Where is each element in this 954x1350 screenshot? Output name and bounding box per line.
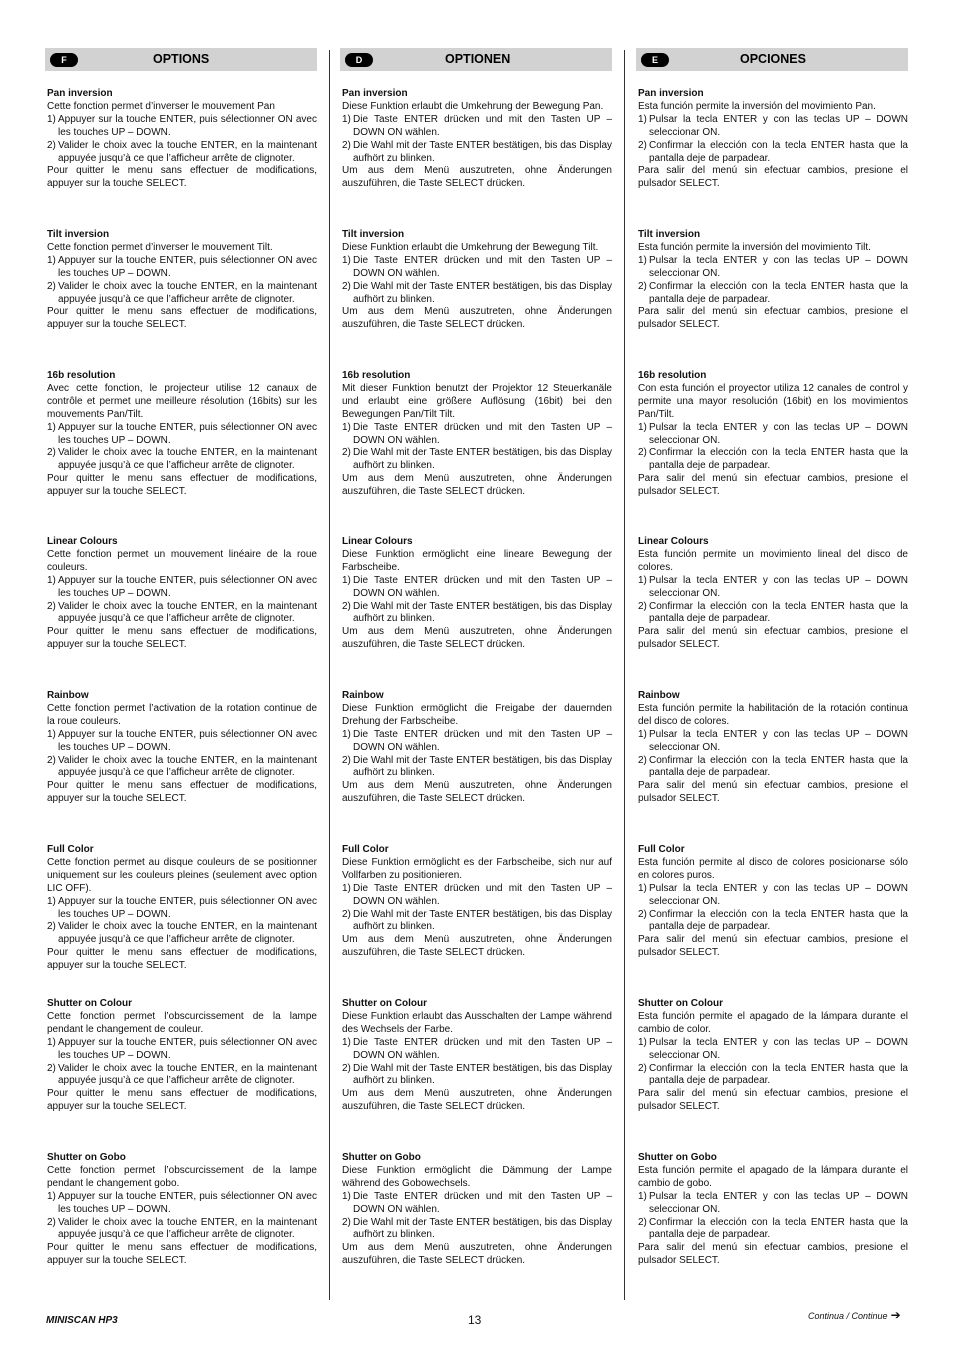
step-text: Die Wahl mit der Taste ENTER bestätigen, bis das Display aufhört zu blinken. bbox=[353, 1216, 612, 1241]
step-number: 2) bbox=[47, 1216, 56, 1228]
column-divider bbox=[624, 50, 625, 1300]
step-list bbox=[47, 422, 317, 474]
step-number: 2) bbox=[342, 600, 351, 612]
step-number: 2) bbox=[47, 139, 56, 151]
option-section bbox=[342, 1152, 612, 1268]
step-item bbox=[342, 255, 612, 281]
step-text: Pulsar la tecla ENTER y con las teclas UP – DOWN seleccionar ON. bbox=[649, 882, 908, 907]
step-number: 1) bbox=[47, 1190, 56, 1202]
step-list bbox=[638, 422, 908, 474]
step-number: 2) bbox=[342, 1062, 351, 1074]
option-description: Con esta función el proyector utiliza 12 canales de control y permite una mayor resolución (16bit) en los movimientos Pan/Tilt. bbox=[638, 382, 908, 420]
option-description: Esta función permite la inversión del movimiento Pan. bbox=[638, 100, 876, 112]
continue-note bbox=[808, 1308, 901, 1322]
option-title: Pan inversion bbox=[342, 88, 408, 99]
option-title: Shutter on Colour bbox=[638, 998, 723, 1009]
header-title: OPCIONES bbox=[740, 52, 806, 66]
step-text: Die Taste ENTER drücken und mit den Tasten UP – DOWN ON wählen. bbox=[353, 254, 612, 279]
option-description: Diese Funktion ermöglicht die Dämmung der Lampe während des Gobowechsels. bbox=[342, 1164, 612, 1189]
exit-instruction: Um aus dem Menü auszutreten, ohne Änderungen auszuführen, die Taste SELECT drücken. bbox=[342, 1242, 612, 1267]
option-description: Cette fonction permet d’inverser le mouvement Pan bbox=[47, 100, 275, 112]
step-item bbox=[638, 255, 908, 281]
step-number: 2) bbox=[638, 1062, 647, 1074]
step-item bbox=[638, 281, 908, 307]
step-number: 2) bbox=[638, 600, 647, 612]
step-list bbox=[638, 1191, 908, 1243]
step-list bbox=[638, 729, 908, 781]
step-list bbox=[47, 896, 317, 948]
step-text: Appuyer sur la touche ENTER, puis sélectionner ON avec les touches UP – DOWN. bbox=[58, 728, 317, 753]
step-number: 2) bbox=[342, 754, 351, 766]
header-title: OPTIONEN bbox=[445, 52, 511, 66]
step-item bbox=[47, 601, 317, 627]
option-description: Diese Funktion erlaubt die Umkehrung der Bewegung Tilt. bbox=[342, 241, 599, 253]
section-header bbox=[636, 48, 908, 71]
step-number: 1) bbox=[638, 1036, 647, 1048]
step-item bbox=[342, 601, 612, 627]
step-number: 2) bbox=[342, 139, 351, 151]
step-text: Die Taste ENTER drücken und mit den Tasten UP – DOWN ON wählen. bbox=[353, 1036, 612, 1061]
option-description: Cette fonction permet d’inverser le mouvement Tilt. bbox=[47, 241, 273, 253]
step-item bbox=[47, 896, 317, 922]
step-number: 2) bbox=[47, 600, 56, 612]
step-text: Die Wahl mit der Taste ENTER bestätigen, bis das Display aufhört zu blinken. bbox=[353, 280, 612, 305]
option-description: Cette fonction permet l’activation de la rotation continue de la roue couleurs. bbox=[47, 702, 317, 727]
option-title: Tilt inversion bbox=[47, 229, 110, 240]
option-section bbox=[47, 229, 317, 332]
step-text: Confirmar la elección con la tecla ENTER hasta que la pantalla deje de parpadear. bbox=[649, 1062, 908, 1087]
option-section bbox=[342, 370, 612, 499]
step-text: Appuyer sur la touche ENTER, puis sélectionner ON avec les touches UP – DOWN. bbox=[58, 1190, 317, 1215]
option-section bbox=[638, 1152, 908, 1268]
step-number: 1) bbox=[342, 574, 351, 586]
step-item bbox=[47, 755, 317, 781]
option-section bbox=[342, 536, 612, 652]
step-number: 2) bbox=[47, 1062, 56, 1074]
step-text: Appuyer sur la touche ENTER, puis sélectionner ON avec les touches UP – DOWN. bbox=[58, 421, 317, 446]
exit-instruction: Um aus dem Menü auszutreten, ohne Änderungen auszuführen, die Taste SELECT drücken. bbox=[342, 1088, 612, 1113]
step-text: Appuyer sur la touche ENTER, puis sélectionner ON avec les touches UP – DOWN. bbox=[58, 574, 317, 599]
step-list bbox=[638, 255, 908, 307]
option-section bbox=[638, 229, 908, 332]
option-section bbox=[638, 370, 908, 499]
step-number: 1) bbox=[47, 1036, 56, 1048]
step-item bbox=[638, 755, 908, 781]
step-text: Pulsar la tecla ENTER y con las teclas UP – DOWN seleccionar ON. bbox=[649, 574, 908, 599]
step-text: Pulsar la tecla ENTER y con las teclas UP – DOWN seleccionar ON. bbox=[649, 1190, 908, 1215]
step-number: 2) bbox=[47, 280, 56, 292]
exit-instruction: Pour quitter le menu sans effectuer de modifications, appuyer sur la touche SELECT. bbox=[47, 626, 317, 651]
option-section bbox=[47, 690, 317, 806]
step-list bbox=[342, 255, 612, 307]
step-item bbox=[47, 1063, 317, 1089]
step-item bbox=[638, 447, 908, 473]
option-section bbox=[342, 229, 612, 332]
option-description: Esta función permite el apagado de la lámpara durante el cambio de gobo. bbox=[638, 1164, 908, 1189]
step-number: 1) bbox=[638, 728, 647, 740]
step-number: 1) bbox=[47, 421, 56, 433]
step-list bbox=[342, 729, 612, 781]
step-list bbox=[47, 255, 317, 307]
step-text: Die Taste ENTER drücken und mit den Tasten UP – DOWN ON wählen. bbox=[353, 421, 612, 446]
option-description: Esta función permite la inversión del movimiento Tilt. bbox=[638, 241, 871, 253]
option-title: Pan inversion bbox=[638, 88, 704, 99]
step-text: Die Wahl mit der Taste ENTER bestätigen, bis das Display aufhört zu blinken. bbox=[353, 600, 612, 625]
step-item bbox=[47, 114, 317, 140]
option-description: Cette fonction permet l’obscurcissement de la lampe pendant le changement de couleur. bbox=[47, 1010, 317, 1035]
step-item bbox=[342, 140, 612, 166]
exit-instruction: Pour quitter le menu sans effectuer de modifications, appuyer sur la touche SELECT. bbox=[47, 1242, 317, 1267]
option-section bbox=[342, 88, 612, 191]
step-text: Pulsar la tecla ENTER y con las teclas UP – DOWN seleccionar ON. bbox=[649, 728, 908, 753]
option-section bbox=[47, 88, 317, 191]
option-description: Diese Funktion erlaubt das Ausschalten der Lampe während des Wechsels der Farbe. bbox=[342, 1010, 612, 1035]
step-list bbox=[342, 575, 612, 627]
option-title: Rainbow bbox=[342, 690, 384, 701]
step-text: Die Wahl mit der Taste ENTER bestätigen, bis das Display aufhört zu blinken. bbox=[353, 139, 612, 164]
step-text: Appuyer sur la touche ENTER, puis sélectionner ON avec les touches UP – DOWN. bbox=[58, 113, 317, 138]
step-list bbox=[47, 1037, 317, 1089]
step-item bbox=[342, 281, 612, 307]
step-text: Die Taste ENTER drücken und mit den Tasten UP – DOWN ON wählen. bbox=[353, 882, 612, 907]
option-title: Shutter on Gobo bbox=[47, 1152, 126, 1163]
step-number: 1) bbox=[47, 895, 56, 907]
option-description: Cette fonction permet l’obscurcissement de la lampe pendant le changement gobo. bbox=[47, 1164, 317, 1189]
step-text: Confirmar la elección con la tecla ENTER hasta que la pantalla deje de parpadear. bbox=[649, 447, 908, 472]
option-title: Rainbow bbox=[638, 690, 680, 701]
step-item bbox=[638, 422, 908, 448]
step-number: 1) bbox=[638, 1190, 647, 1202]
option-description: Cette fonction permet au disque couleurs de se positionner uniquement sur les couleurs pleines (seulement avec option LIC OFF). bbox=[47, 856, 317, 894]
step-item bbox=[638, 1191, 908, 1217]
option-title: Tilt inversion bbox=[342, 229, 405, 240]
step-number: 2) bbox=[342, 280, 351, 292]
step-item bbox=[342, 114, 612, 140]
step-item bbox=[638, 114, 908, 140]
step-text: Die Taste ENTER drücken und mit den Tasten UP – DOWN ON wählen. bbox=[353, 113, 612, 138]
step-list bbox=[342, 422, 612, 474]
step-item bbox=[342, 755, 612, 781]
exit-instruction: Um aus dem Menü auszutreten, ohne Änderungen auszuführen, die Taste SELECT drücken. bbox=[342, 780, 612, 805]
step-item bbox=[47, 921, 317, 947]
option-description: Cette fonction permet un mouvement linéaire de la roue couleurs. bbox=[47, 548, 317, 573]
step-text: Die Taste ENTER drücken und mit den Tasten UP – DOWN ON wählen. bbox=[353, 574, 612, 599]
step-item bbox=[638, 909, 908, 935]
option-section bbox=[47, 370, 317, 499]
step-list bbox=[47, 1191, 317, 1243]
step-list bbox=[342, 1037, 612, 1089]
step-number: 1) bbox=[342, 421, 351, 433]
step-text: Die Wahl mit der Taste ENTER bestätigen, bis das Display aufhört zu blinken. bbox=[353, 1062, 612, 1087]
step-item bbox=[342, 575, 612, 601]
step-item bbox=[342, 883, 612, 909]
step-number: 2) bbox=[342, 447, 351, 459]
exit-instruction: Pour quitter le menu sans effectuer de modifications, appuyer sur la touche SELECT. bbox=[47, 306, 317, 331]
option-title: Rainbow bbox=[47, 690, 89, 701]
option-title: 16b resolution bbox=[638, 370, 707, 381]
step-number: 1) bbox=[342, 728, 351, 740]
option-title: Shutter on Colour bbox=[342, 998, 427, 1009]
language-badge: E bbox=[641, 53, 669, 67]
step-item bbox=[47, 422, 317, 448]
option-description: Avec cette fonction, le projecteur utilise 12 canaux de contrôle et permet une meilleure résolution (16bits) sur les mouvements Pan/Tilt. bbox=[47, 382, 317, 420]
exit-instruction: Para salir del menú sin efectuar cambios, presione el pulsador SELECT. bbox=[638, 626, 908, 651]
step-item bbox=[638, 883, 908, 909]
option-title: Full Color bbox=[47, 844, 94, 855]
option-description: Esta función permite el apagado de la lámpara durante el cambio de color. bbox=[638, 1010, 908, 1035]
step-text: Appuyer sur la touche ENTER, puis sélectionner ON avec les touches UP – DOWN. bbox=[58, 895, 317, 920]
column-spanish bbox=[636, 48, 908, 1267]
step-number: 2) bbox=[342, 1216, 351, 1228]
option-title: 16b resolution bbox=[47, 370, 116, 381]
step-list bbox=[638, 575, 908, 627]
option-description: Diese Funktion ermöglicht es der Farbscheibe, sich nur auf Vollfarben zu positionieren. bbox=[342, 856, 612, 881]
step-item bbox=[47, 1191, 317, 1217]
step-number: 1) bbox=[638, 421, 647, 433]
step-number: 2) bbox=[638, 908, 647, 920]
step-number: 2) bbox=[638, 754, 647, 766]
option-description: Diese Funktion erlaubt die Umkehrung der Bewegung Pan. bbox=[342, 100, 604, 112]
step-number: 2) bbox=[638, 280, 647, 292]
step-text: Pulsar la tecla ENTER y con las teclas UP – DOWN seleccionar ON. bbox=[649, 1036, 908, 1061]
option-section bbox=[638, 88, 908, 191]
option-section bbox=[47, 844, 317, 973]
column-french bbox=[45, 48, 317, 1267]
option-title: Linear Colours bbox=[47, 536, 118, 547]
step-text: Die Wahl mit der Taste ENTER bestätigen, bis das Display aufhört zu blinken. bbox=[353, 908, 612, 933]
option-title: Full Color bbox=[638, 844, 685, 855]
step-text: Appuyer sur la touche ENTER, puis sélectionner ON avec les touches UP – DOWN. bbox=[58, 254, 317, 279]
option-section bbox=[47, 998, 317, 1114]
step-list bbox=[342, 1191, 612, 1243]
step-item bbox=[47, 281, 317, 307]
option-title: Shutter on Gobo bbox=[342, 1152, 421, 1163]
exit-instruction: Pour quitter le menu sans effectuer de modifications, appuyer sur la touche SELECT. bbox=[47, 473, 317, 498]
option-section bbox=[638, 998, 908, 1114]
option-title: Shutter on Gobo bbox=[638, 1152, 717, 1163]
step-item bbox=[47, 255, 317, 281]
step-text: Pulsar la tecla ENTER y con las teclas UP – DOWN seleccionar ON. bbox=[649, 254, 908, 279]
option-description: Esta función permite la habilitación de la rotación continua del disco de colores. bbox=[638, 702, 908, 727]
step-item bbox=[638, 1063, 908, 1089]
exit-instruction: Pour quitter le menu sans effectuer de modifications, appuyer sur la touche SELECT. bbox=[47, 947, 317, 972]
step-number: 2) bbox=[638, 139, 647, 151]
step-number: 1) bbox=[638, 113, 647, 125]
step-item bbox=[342, 447, 612, 473]
step-text: Valider le choix avec la touche ENTER, en la maintenant appuyée jusqu’à ce que l’afficheur arrête de clignoter. bbox=[58, 921, 317, 946]
step-list bbox=[47, 114, 317, 166]
step-text: Valider le choix avec la touche ENTER, en la maintenant appuyée jusqu’à ce que l’afficheur arrête de clignoter. bbox=[58, 1216, 317, 1241]
step-list bbox=[342, 883, 612, 935]
exit-instruction: Um aus dem Menü auszutreten, ohne Änderungen auszuführen, die Taste SELECT drücken. bbox=[342, 934, 612, 959]
step-text: Confirmar la elección con la tecla ENTER hasta que la pantalla deje de parpadear. bbox=[649, 754, 908, 779]
exit-instruction: Pour quitter le menu sans effectuer de modifications, appuyer sur la touche SELECT. bbox=[47, 1088, 317, 1113]
step-item bbox=[638, 1217, 908, 1243]
step-list bbox=[342, 114, 612, 166]
step-text: Die Taste ENTER drücken und mit den Tasten UP – DOWN ON wählen. bbox=[353, 728, 612, 753]
step-item bbox=[342, 422, 612, 448]
column-german bbox=[340, 48, 612, 1267]
step-text: Valider le choix avec la touche ENTER, en la maintenant appuyée jusqu’à ce que l’afficheur arrête de clignoter. bbox=[58, 1062, 317, 1087]
step-item bbox=[47, 1217, 317, 1243]
step-text: Valider le choix avec la touche ENTER, en la maintenant appuyée jusqu’à ce que l’afficheur arrête de clignoter. bbox=[58, 754, 317, 779]
step-text: Die Wahl mit der Taste ENTER bestätigen, bis das Display aufhört zu blinken. bbox=[353, 447, 612, 472]
step-number: 1) bbox=[47, 113, 56, 125]
option-title: Linear Colours bbox=[638, 536, 709, 547]
step-text: Appuyer sur la touche ENTER, puis sélectionner ON avec les touches UP – DOWN. bbox=[58, 1036, 317, 1061]
option-section bbox=[638, 844, 908, 960]
option-description: Esta función permite un movimiento lineal del disco de colores. bbox=[638, 548, 908, 573]
step-item bbox=[47, 575, 317, 601]
step-text: Die Taste ENTER drücken und mit den Tasten UP – DOWN ON wählen. bbox=[353, 1190, 612, 1215]
option-title: Pan inversion bbox=[47, 88, 113, 99]
step-text: Valider le choix avec la touche ENTER, en la maintenant appuyée jusqu’à ce que l’afficheur arrête de clignoter. bbox=[58, 139, 317, 164]
step-text: Pulsar la tecla ENTER y con las teclas UP – DOWN seleccionar ON. bbox=[649, 113, 908, 138]
step-number: 1) bbox=[342, 1190, 351, 1202]
exit-instruction: Para salir del menú sin efectuar cambios, presione el pulsador SELECT. bbox=[638, 306, 908, 331]
option-title: Full Color bbox=[342, 844, 389, 855]
exit-instruction: Um aus dem Menü auszutreten, ohne Änderungen auszuführen, die Taste SELECT drücken. bbox=[342, 626, 612, 651]
step-text: Valider le choix avec la touche ENTER, en la maintenant appuyée jusqu’à ce que l’afficheur arrête de clignoter. bbox=[58, 280, 317, 305]
step-list bbox=[638, 114, 908, 166]
exit-instruction: Para salir del menú sin efectuar cambios, presione el pulsador SELECT. bbox=[638, 934, 908, 959]
step-item bbox=[47, 729, 317, 755]
exit-instruction: Um aus dem Menü auszutreten, ohne Änderungen auszuführen, die Taste SELECT drücken. bbox=[342, 165, 612, 190]
option-description: Diese Funktion ermöglicht eine lineare Bewegung der Farbscheibe. bbox=[342, 548, 612, 573]
exit-instruction: Para salir del menú sin efectuar cambios, presione el pulsador SELECT. bbox=[638, 1088, 908, 1113]
step-number: 1) bbox=[342, 1036, 351, 1048]
option-section bbox=[638, 690, 908, 806]
exit-instruction: Um aus dem Menü auszutreten, ohne Änderungen auszuführen, die Taste SELECT drücken. bbox=[342, 306, 612, 331]
exit-instruction: Para salir del menú sin efectuar cambios, presione el pulsador SELECT. bbox=[638, 1242, 908, 1267]
option-section bbox=[47, 536, 317, 652]
step-list bbox=[47, 575, 317, 627]
step-item bbox=[47, 140, 317, 166]
option-title: Linear Colours bbox=[342, 536, 413, 547]
step-item bbox=[638, 729, 908, 755]
option-description: Diese Funktion ermöglicht die Freigabe der dauernden Drehung der Farbscheibe. bbox=[342, 702, 612, 727]
option-section bbox=[47, 1152, 317, 1268]
exit-instruction: Para salir del menú sin efectuar cambios, presione el pulsador SELECT. bbox=[638, 165, 908, 190]
step-number: 2) bbox=[47, 921, 56, 933]
option-description: Mit dieser Funktion benutzt der Projektor 12 Steuerkanäle und erlaubt eine größere Auflösung (16bit) bei den Bewegungen Pan/Tilt Tilt. bbox=[342, 382, 612, 420]
step-number: 1) bbox=[47, 254, 56, 266]
step-item bbox=[638, 140, 908, 166]
step-text: Valider le choix avec la touche ENTER, en la maintenant appuyée jusqu’à ce que l’afficheur arrête de clignoter. bbox=[58, 447, 317, 472]
step-number: 1) bbox=[47, 574, 56, 586]
step-text: Confirmar la elección con la tecla ENTER hasta que la pantalla deje de parpadear. bbox=[649, 139, 908, 164]
step-item bbox=[342, 909, 612, 935]
step-list bbox=[47, 729, 317, 781]
step-number: 2) bbox=[638, 1216, 647, 1228]
option-section bbox=[342, 690, 612, 806]
step-text: Confirmar la elección con la tecla ENTER hasta que la pantalla deje de parpadear. bbox=[649, 280, 908, 305]
footer-model: MINISCAN HP3 bbox=[46, 1315, 118, 1326]
step-number: 2) bbox=[47, 754, 56, 766]
option-section bbox=[342, 998, 612, 1114]
option-title: Shutter on Colour bbox=[47, 998, 132, 1009]
option-section bbox=[638, 536, 908, 652]
step-number: 2) bbox=[638, 447, 647, 459]
step-list bbox=[638, 1037, 908, 1089]
step-number: 2) bbox=[47, 447, 56, 459]
step-number: 1) bbox=[638, 574, 647, 586]
continue-text: Continua / Continue bbox=[808, 1311, 888, 1321]
language-badge: D bbox=[345, 53, 373, 67]
step-item bbox=[342, 1217, 612, 1243]
option-title: Tilt inversion bbox=[638, 229, 701, 240]
step-item bbox=[47, 1037, 317, 1063]
step-text: Confirmar la elección con la tecla ENTER hasta que la pantalla deje de parpadear. bbox=[649, 908, 908, 933]
step-number: 1) bbox=[638, 254, 647, 266]
step-item bbox=[342, 1063, 612, 1089]
exit-instruction: Para salir del menú sin efectuar cambios, presione el pulsador SELECT. bbox=[638, 780, 908, 805]
step-number: 1) bbox=[342, 254, 351, 266]
column-divider bbox=[329, 50, 330, 1300]
step-item bbox=[47, 447, 317, 473]
step-item bbox=[638, 1037, 908, 1063]
exit-instruction: Pour quitter le menu sans effectuer de modifications, appuyer sur la touche SELECT. bbox=[47, 165, 317, 190]
step-item bbox=[638, 575, 908, 601]
step-number: 2) bbox=[342, 908, 351, 920]
option-section bbox=[342, 844, 612, 960]
step-item bbox=[342, 1037, 612, 1063]
step-number: 1) bbox=[47, 728, 56, 740]
exit-instruction: Pour quitter le menu sans effectuer de modifications, appuyer sur la touche SELECT. bbox=[47, 780, 317, 805]
step-text: Confirmar la elección con la tecla ENTER hasta que la pantalla deje de parpadear. bbox=[649, 1216, 908, 1241]
step-item bbox=[638, 601, 908, 627]
step-number: 1) bbox=[342, 882, 351, 894]
step-text: Die Wahl mit der Taste ENTER bestätigen, bis das Display aufhört zu blinken. bbox=[353, 754, 612, 779]
option-title: 16b resolution bbox=[342, 370, 411, 381]
step-item bbox=[342, 729, 612, 755]
step-text: Valider le choix avec la touche ENTER, en la maintenant appuyée jusqu’à ce que l’afficheur arrête de clignoter. bbox=[58, 600, 317, 625]
step-list bbox=[638, 883, 908, 935]
header-title: OPTIONS bbox=[153, 52, 210, 66]
page-number: 13 bbox=[468, 1313, 482, 1327]
section-header bbox=[340, 48, 612, 71]
section-header bbox=[45, 48, 317, 71]
step-text: Pulsar la tecla ENTER y con las teclas UP – DOWN seleccionar ON. bbox=[649, 421, 908, 446]
option-description: Esta función permite al disco de colores posicionarse sólo en colores puros. bbox=[638, 856, 908, 881]
step-number: 1) bbox=[342, 113, 351, 125]
exit-instruction: Para salir del menú sin efectuar cambios, presione el pulsador SELECT. bbox=[638, 473, 908, 498]
exit-instruction: Um aus dem Menü auszutreten, ohne Änderungen auszuführen, die Taste SELECT drücken. bbox=[342, 473, 612, 498]
language-badge: F bbox=[50, 53, 78, 67]
step-number: 1) bbox=[638, 882, 647, 894]
arrow-right-icon: ➔ bbox=[890, 1308, 901, 1322]
step-text: Confirmar la elección con la tecla ENTER hasta que la pantalla deje de parpadear. bbox=[649, 600, 908, 625]
step-item bbox=[342, 1191, 612, 1217]
